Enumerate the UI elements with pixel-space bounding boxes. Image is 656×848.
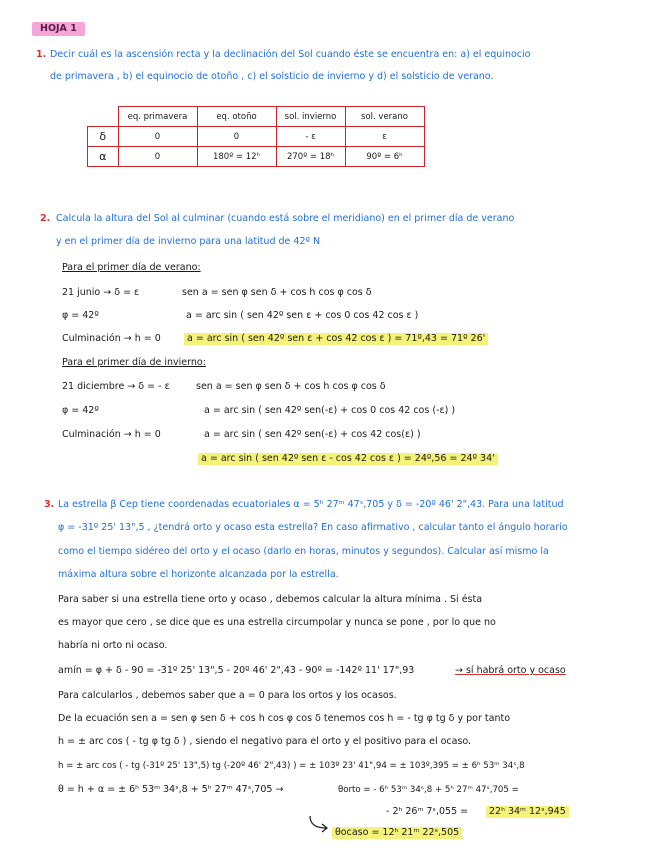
winter-result: a = arc sin ( sen 42º sen ε - cos 42 cos ε ) = 24º,56 = 24º 34' [198, 453, 498, 465]
question-number-3: 3. [44, 499, 55, 510]
table-header-cell: sol. invierno [276, 107, 345, 127]
amin-conclusion: → sí habrá orto y ocaso [455, 665, 566, 676]
table-cell: 0 [118, 147, 197, 167]
table-cell: 90º = 6ʰ [345, 147, 424, 167]
question-number-1: 1. [36, 49, 47, 60]
question-3-line-1: La estrella β Cep tiene coordenadas ecuatoriales α = 5ʰ 27ᵐ 47ˢ,705 y δ = -20º 46' 2",43. Para una latitud [58, 499, 564, 510]
question-3-line-2: φ = -31º 25' 13",5 , ¿tendrá orto y ocaso esta estrella? En caso afirmativo , calcular tanto el ángulo horario [58, 522, 568, 533]
question-2-line-1: Calcula la altura del Sol al culminar (cuando está sobre el meridiano) en el primer día de verano [56, 213, 515, 224]
summer-heading: Para el primer día de verano: [62, 262, 201, 273]
answer-paragraph: habría ni orto ni ocaso. [58, 640, 168, 651]
summer-line: φ = 42º [62, 310, 99, 321]
sidereal-time-orto-result: 22ʰ 34ᵐ 12ˢ,945 [486, 806, 569, 818]
summer-line: sen a = sen φ sen δ + cos h cos φ cos δ [182, 287, 372, 298]
answer-paragraph: h = ± arc cos ( - tg φ tg δ ) , siendo el negativo para el orto y el positivo para el ocaso. [58, 736, 472, 747]
winter-line: Culminación → h = 0 [62, 429, 161, 440]
page-label: HOJA 1 [32, 22, 85, 36]
row-label: α [88, 147, 119, 167]
answer-paragraph: Para calcularlos , debemos saber que a = 0 para los ortos y los ocasos. [58, 690, 397, 701]
summer-line: a = arc sin ( sen 42º sen ε + cos 0 cos 42 cos ε ) [186, 310, 419, 321]
winter-line: φ = 42º [62, 405, 99, 416]
table-header-cell: eq. otoño [197, 107, 276, 127]
answer-paragraph: es mayor que cero , se dice que es una estrella circumpolar y nunca se pone , por lo que no [58, 617, 496, 628]
winter-heading: Para el primer día de invierno: [62, 357, 206, 368]
table-row [88, 147, 425, 167]
table-cell: 180º = 12ʰ [197, 147, 276, 167]
curved-arrow-icon [306, 814, 332, 834]
row-label: δ [88, 127, 119, 147]
sidereal-time-orto: θorto = - 6ʰ 53ᵐ 34ˢ,8 + 5ʰ 27ᵐ 47ˢ,705 = [338, 785, 519, 795]
table-row [88, 127, 425, 147]
summer-result: a = arc sin ( sen 42º sen ε + cos 42 cos ε ) = 71º,43 = 71º 26' [184, 333, 488, 345]
table-cell: 0 [118, 127, 197, 147]
sidereal-time-ocaso: θocaso = 12ʰ 21ᵐ 22ˢ,505 [332, 827, 462, 839]
question-number-2: 2. [40, 213, 51, 224]
winter-line: sen a = sen φ sen δ + cos h cos φ cos δ [196, 381, 386, 392]
question-3-line-3: como el tiempo sidéreo del orto y el ocaso (darlo en horas, minutos y segundos). Calcular así mismo la [58, 546, 549, 557]
winter-line: 21 diciembre → δ = - ε [62, 381, 170, 392]
table-cell: - ε [276, 127, 345, 147]
summer-line: 21 junio → δ = ε [62, 287, 140, 298]
table-header-row [88, 107, 425, 127]
answer-paragraph: De la ecuación sen a = sen φ sen δ + cos h cos φ cos δ tenemos cos h = - tg φ tg δ y por tanto [58, 713, 511, 724]
table-cell: ε [345, 127, 424, 147]
table-header-cell: sol. verano [345, 107, 424, 127]
sidereal-time-orto-step: - 2ʰ 26ᵐ 7ˢ,055 = [386, 806, 469, 817]
table-header-cell: eq. primavera [118, 107, 197, 127]
answer-paragraph: Para saber si una estrella tiene orto y ocaso , debemos calcular la altura mínima . Si ésta [58, 594, 483, 605]
table-cell: 0 [197, 127, 276, 147]
winter-line: a = arc sin ( sen 42º sen(-ε) + cos 0 cos 42 cos (-ε) ) [204, 405, 456, 416]
winter-line: a = arc sin ( sen 42º sen(-ε) + cos 42 cos(ε) ) [204, 429, 421, 440]
table-cell: 270º = 18ʰ [276, 147, 345, 167]
sidereal-time-equation: θ = h + α = ± 6ʰ 53ᵐ 34ˢ,8 + 5ʰ 27ᵐ 47ˢ,705 → [58, 784, 284, 795]
question-1-line-1: Decir cuál es la ascensión recta y la declinación del Sol cuando éste se encuentra en: a) el equinocio [50, 49, 531, 60]
question-3-line-4: máxima altura sobre el horizonte alcanzada por la estrella. [58, 569, 339, 580]
amin-equation: amín = φ + δ - 90 = -31º 25' 13",5 - 20º 46' 2",43 - 90º = -142º 11' 17",93 [58, 665, 415, 676]
declination-ascension-table [87, 106, 425, 167]
summer-line: Culminación → h = 0 [62, 333, 161, 344]
question-2-line-2: y en el primer día de invierno para una latitud de 42º N [56, 236, 321, 247]
hour-angle-equation: h = ± arc cos ( - tg (-31º 25' 13",5) tg (-20º 46' 2",43) ) = ± 103º 23' 41",94 = ± 103º,395 = ± 6ʰ 53ᵐ 34ˢ,8 [58, 761, 525, 771]
question-1-line-2: de primavera , b) el equinocio de otoño , c) el solsticio de invierno y d) el solsticio de verano. [50, 71, 494, 82]
